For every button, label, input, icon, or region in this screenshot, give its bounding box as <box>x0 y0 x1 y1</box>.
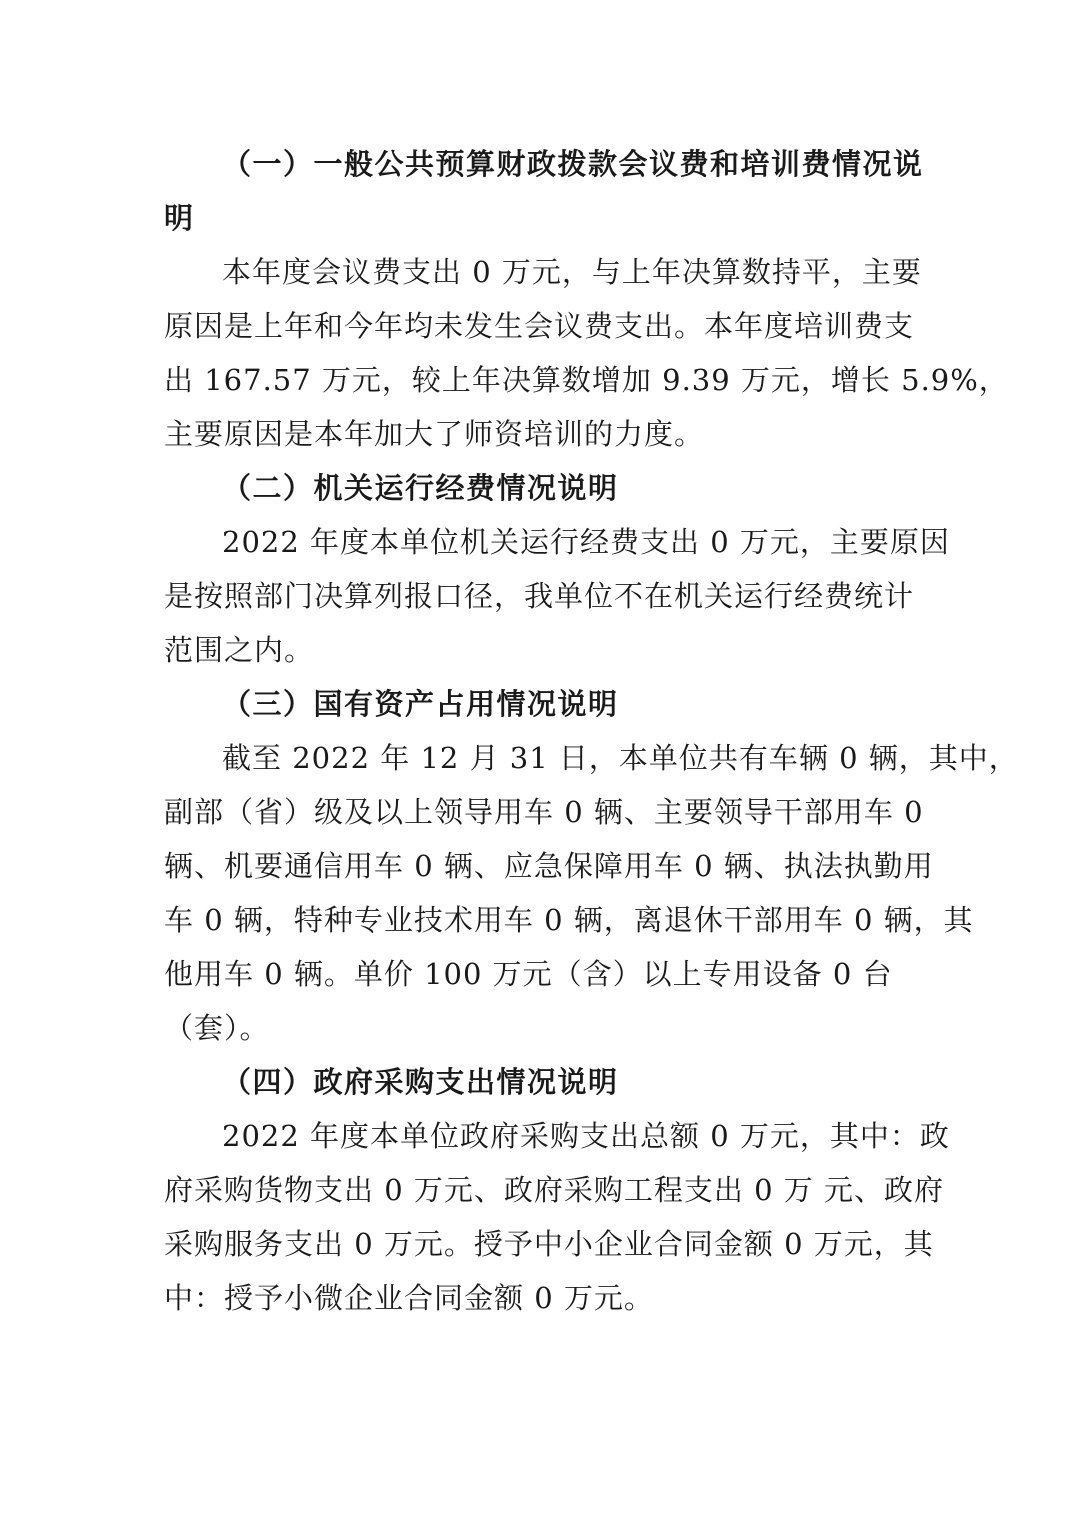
paragraph-line: 府采购货物支出 0 万元、政府采购工程支出 0 万 元、政府 <box>164 1173 944 1207</box>
paragraph-line: 中：授予小微企业合同金额 0 万元。 <box>164 1281 654 1315</box>
paragraph-line: 车 0 辆，特种专业技术用车 0 辆，离退休干部用车 0 辆，其 <box>164 903 974 937</box>
paragraph-line: 范围之内。 <box>164 633 315 667</box>
paragraph-line: 是按照部门决算列报口径，我单位不在机关运行经费统计 <box>164 579 915 613</box>
section-heading-1-cont: 明 <box>164 201 195 235</box>
section-heading-3: （三）国有资产占用情况说明 <box>222 687 619 721</box>
paragraph-line: 截至 2022 年 12 月 31 日，本单位共有车辆 0 辆，其中， <box>222 741 1019 775</box>
paragraph-line: 出 167.57 万元，较上年决算数增加 9.39 万元，增长 5.9%， <box>164 363 1009 397</box>
paragraph-line: 采购服务支出 0 万元。授予中小企业合同金额 0 万元，其 <box>164 1227 934 1261</box>
paragraph-line: （套）。 <box>164 1011 270 1045</box>
paragraph-line: 2022 年度本单位政府采购支出总额 0 万元，其中：政 <box>222 1119 950 1153</box>
paragraph-line: 本年度会议费支出 0 万元，与上年决算数持平，主要 <box>222 255 922 289</box>
section-heading-2: （二）机关运行经费情况说明 <box>222 471 619 505</box>
paragraph-line: 辆、机要通信用车 0 辆、应急保障用车 0 辆、执法执勤用 <box>164 849 934 883</box>
section-heading-4: （四）政府采购支出情况说明 <box>222 1065 619 1099</box>
paragraph-line: 他用车 0 辆。单价 100 万元（含）以上专用设备 0 台 <box>164 957 893 991</box>
paragraph-line: 副部（省）级及以上领导用车 0 辆、主要领导干部用车 0 <box>164 795 924 829</box>
section-heading-1: （一）一般公共预算财政拨款会议费和培训费情况说 <box>222 147 924 181</box>
paragraph-line: 2022 年度本单位机关运行经费支出 0 万元，主要原因 <box>222 525 950 559</box>
paragraph-line: 原因是上年和今年均未发生会议费支出。本年度培训费支 <box>164 309 915 343</box>
paragraph-line: 主要原因是本年加大了师资培训的力度。 <box>164 417 705 451</box>
